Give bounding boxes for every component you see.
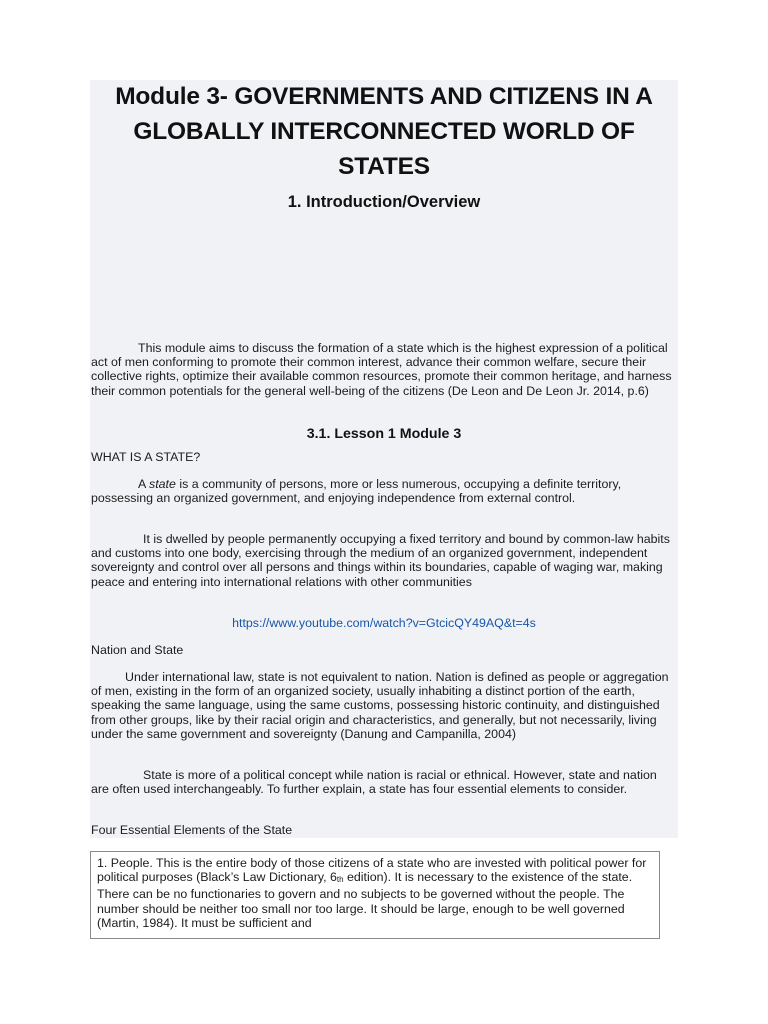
lesson-heading: 3.1. Lesson 1 Module 3 — [306, 426, 462, 442]
edition-superscript: th — [336, 875, 344, 885]
state-definition-text: is a community of persons, more or less numerous, occupying a definite territory, possessing an organized government, and enjoying independence from external control. — [91, 477, 622, 506]
nation-paragraph: Under international law, state is not equivalent to nation. Nation is defined as people or aggregation of men, existing in the form of an organized society, usually inhabiting a distinct portion of the earth, speaking the same language, using the same customs, possessing historic continuity, and distinguished from other groups, like by their racial origin and characteristics, and generally, but not necessarily, living under the same government and sovereignty (Danung and Campanilla, 2004) — [91, 670, 669, 741]
intro-paragraph: This module aims to discuss the formation of a state which is the highest expression of a political act of men conforming to promote their common interest, advance their common welfare, secure their collective rights, optimize their available common resources, promote their common heritage, and harness their common potentials for the general well-being of the citizens (De Leon and De Leon Jr. 2014, p.6) — [91, 341, 672, 398]
people-box-text-end: edition). It is necessary to the existence of the state. There can be no functionaries to govern and no subjects to be governed without the people. The number should be neither too small nor too large. It should be large, enough to be well governed (Martin, 1984). It must be sufficient and — [97, 870, 633, 930]
section-heading-introduction: 1. Introduction/Overview — [287, 193, 481, 211]
four-elements-heading: Four Essential Elements of the State — [91, 823, 293, 837]
what-is-state-heading: WHAT IS A STATE? — [91, 450, 201, 464]
state-definition-prefix: A — [138, 477, 150, 491]
state-definition-paragraph — [91, 477, 677, 505]
people-element-box — [90, 851, 660, 939]
nation-and-state-heading: Nation and State — [91, 643, 184, 657]
dwelled-paragraph: It is dwelled by people permanently occupying a fixed territory and bound by common-law habits and customs into one body, exercising through the medium of an organized government, independent sovereignty and control over all persons and things within its boundaries, capable of waging war, making peace and entering into international relations with other communities — [91, 532, 670, 589]
political-concept-paragraph: State is more of a political concept while nation is racial or ethnical. However, state and nation are often used interchangeably. To further explain, a state has four essential elements to consider. — [91, 768, 657, 797]
people-box-text-start: 1. People. This is the entire body of those citizens of a state who are invested with political power for political purposes (Black’s Law Dictionary, 6 — [97, 856, 647, 885]
module-title: Module 3- GOVERNMENTS AND CITIZENS IN A GLOBALLY INTERCONNECTED WORLD OF STATES — [115, 83, 653, 180]
state-term: state — [149, 477, 176, 491]
youtube-video-link[interactable]: https://www.youtube.com/watch?v=GtcicQY49AQ&t=4s — [232, 616, 536, 630]
